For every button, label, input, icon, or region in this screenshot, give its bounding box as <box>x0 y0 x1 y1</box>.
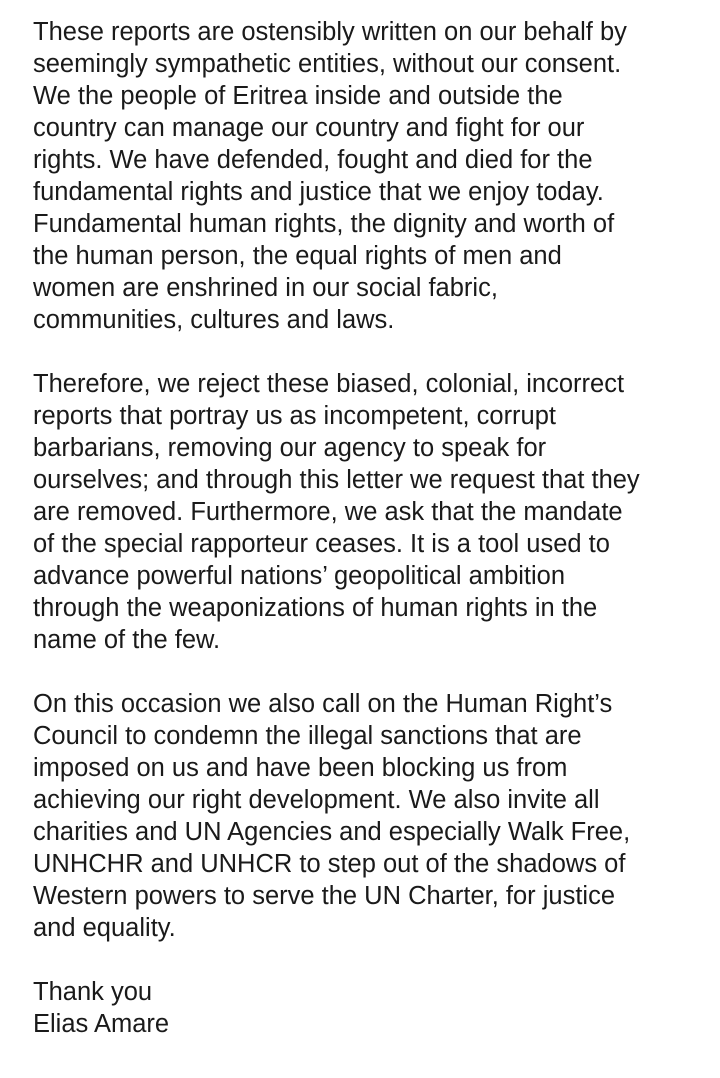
text-line: are removed. Furthermore, we ask that the mandate <box>33 498 623 526</box>
text-line: the human person, the equal rights of men and <box>33 242 562 270</box>
text-line: achieving our right development. We also invite all <box>33 786 600 814</box>
text-line: We the people of Eritrea inside and outside the <box>33 82 563 110</box>
text-line: UNHCHR and UNHCR to step out of the shadows of <box>33 850 626 878</box>
text-line: country can manage our country and fight for our <box>33 114 585 142</box>
text-line: seemingly sympathetic entities, without our consent. <box>33 50 622 78</box>
text-line: On this occasion we also call on the Human Right’s <box>33 690 613 718</box>
text-line: Therefore, we reject these biased, colonial, incorrect <box>33 370 625 398</box>
text-line: imposed on us and have been blocking us from <box>33 754 568 782</box>
text-line: rights. We have defended, fought and died for the <box>33 146 593 174</box>
text-line: name of the few. <box>33 626 221 654</box>
paragraph-1 <box>33 16 713 336</box>
text-line: through the weaponizations of human rights in the <box>33 594 598 622</box>
text-line: barbarians, removing our agency to speak for <box>33 434 547 462</box>
letter-body <box>33 16 713 1040</box>
text-line: advance powerful nations’ geopolitical ambition <box>33 562 566 590</box>
text-line: ourselves; and through this letter we request that they <box>33 466 640 494</box>
text-line: Fundamental human rights, the dignity and worth of <box>33 210 615 238</box>
text-line: charities and UN Agencies and especially Walk Free, <box>33 818 631 846</box>
closing-block <box>33 976 713 1040</box>
text-line: Western powers to serve the UN Charter, for justice <box>33 882 616 910</box>
text-line: reports that portray us as incompetent, corrupt <box>33 402 556 430</box>
text-line: women are enshrined in our social fabric, <box>33 274 498 302</box>
text-line: These reports are ostensibly written on our behalf by <box>33 18 627 46</box>
text-line: of the special rapporteur ceases. It is a tool used to <box>33 530 610 558</box>
text-line: fundamental rights and justice that we enjoy today. <box>33 178 604 206</box>
text-line: and equality. <box>33 914 176 942</box>
signature: Elias Amare <box>33 1010 170 1038</box>
text-line: Council to condemn the illegal sanctions that are <box>33 722 582 750</box>
text-line: communities, cultures and laws. <box>33 306 395 334</box>
closing-text: Thank you <box>33 978 153 1006</box>
paragraph-2 <box>33 368 713 656</box>
paragraph-3 <box>33 688 713 944</box>
